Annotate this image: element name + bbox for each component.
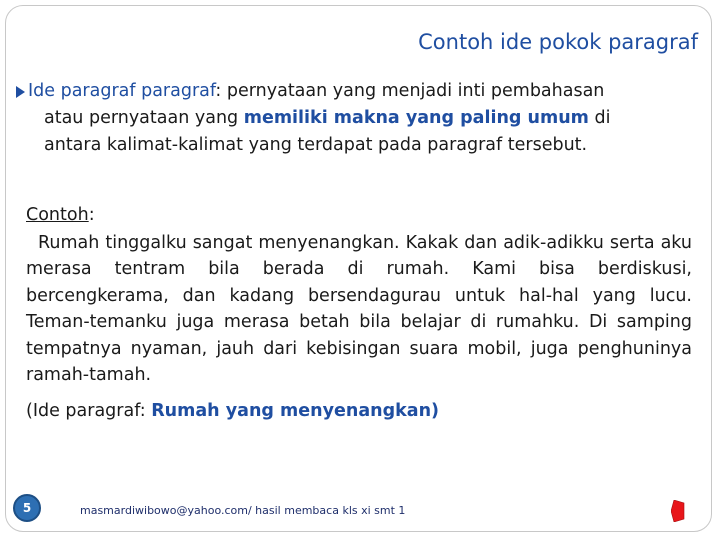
example-note xyxy=(26,398,692,425)
definition-text-3: di xyxy=(588,108,611,128)
definition-line-1 xyxy=(28,81,604,101)
slide-title: Contoh ide pokok paragraf xyxy=(418,30,698,54)
example-heading-colon: : xyxy=(88,205,95,225)
example-note-value: Rumah yang menyenangkan) xyxy=(151,400,440,421)
definition-bullet xyxy=(16,78,696,159)
definition-line-3: antara kalimat-kalimat yang terdapat pada paragraf tersebut. xyxy=(44,135,588,155)
definition-term: Ide paragraf paragraf xyxy=(28,81,216,101)
example-paragraph: Rumah tinggalku sangat menyenangkan. Kakak dan adik-adikku serta aku merasa tentram bila berada di rumah. Kami bisa berdiskusi, bercengkerama, dan kadang bersendagurau untuk hal-hal yang lucu. Teman-temanku juga merasa betah bila belajar di rumahku. Di samping tempatnya nyaman, jauh dari kebisingan suara mobil, juga penghuninya ramah-tamah. xyxy=(26,232,692,385)
nav-back-arrow-icon[interactable] xyxy=(671,500,685,522)
definition-text-1: pernyataan yang menjadi inti pembahasan xyxy=(221,81,605,101)
example-heading: Contoh xyxy=(26,205,89,225)
definition-colon: : xyxy=(215,81,222,101)
example-block xyxy=(26,202,692,424)
definition-line-2 xyxy=(16,105,696,132)
definition-text-2: atau pernyataan yang xyxy=(44,108,244,128)
footer-text: masmardiwibowo@yahoo.com/ hasil membaca kls xi smt 1 xyxy=(80,504,406,517)
page-number-badge: 5 xyxy=(13,494,41,522)
slide-footer xyxy=(0,490,720,530)
example-note-prefix: (Ide paragraf: xyxy=(26,400,152,421)
definition-emphasis: memiliki makna yang paling umum xyxy=(243,108,589,128)
example-heading-line xyxy=(26,202,692,229)
triangle-bullet-icon xyxy=(16,86,25,98)
